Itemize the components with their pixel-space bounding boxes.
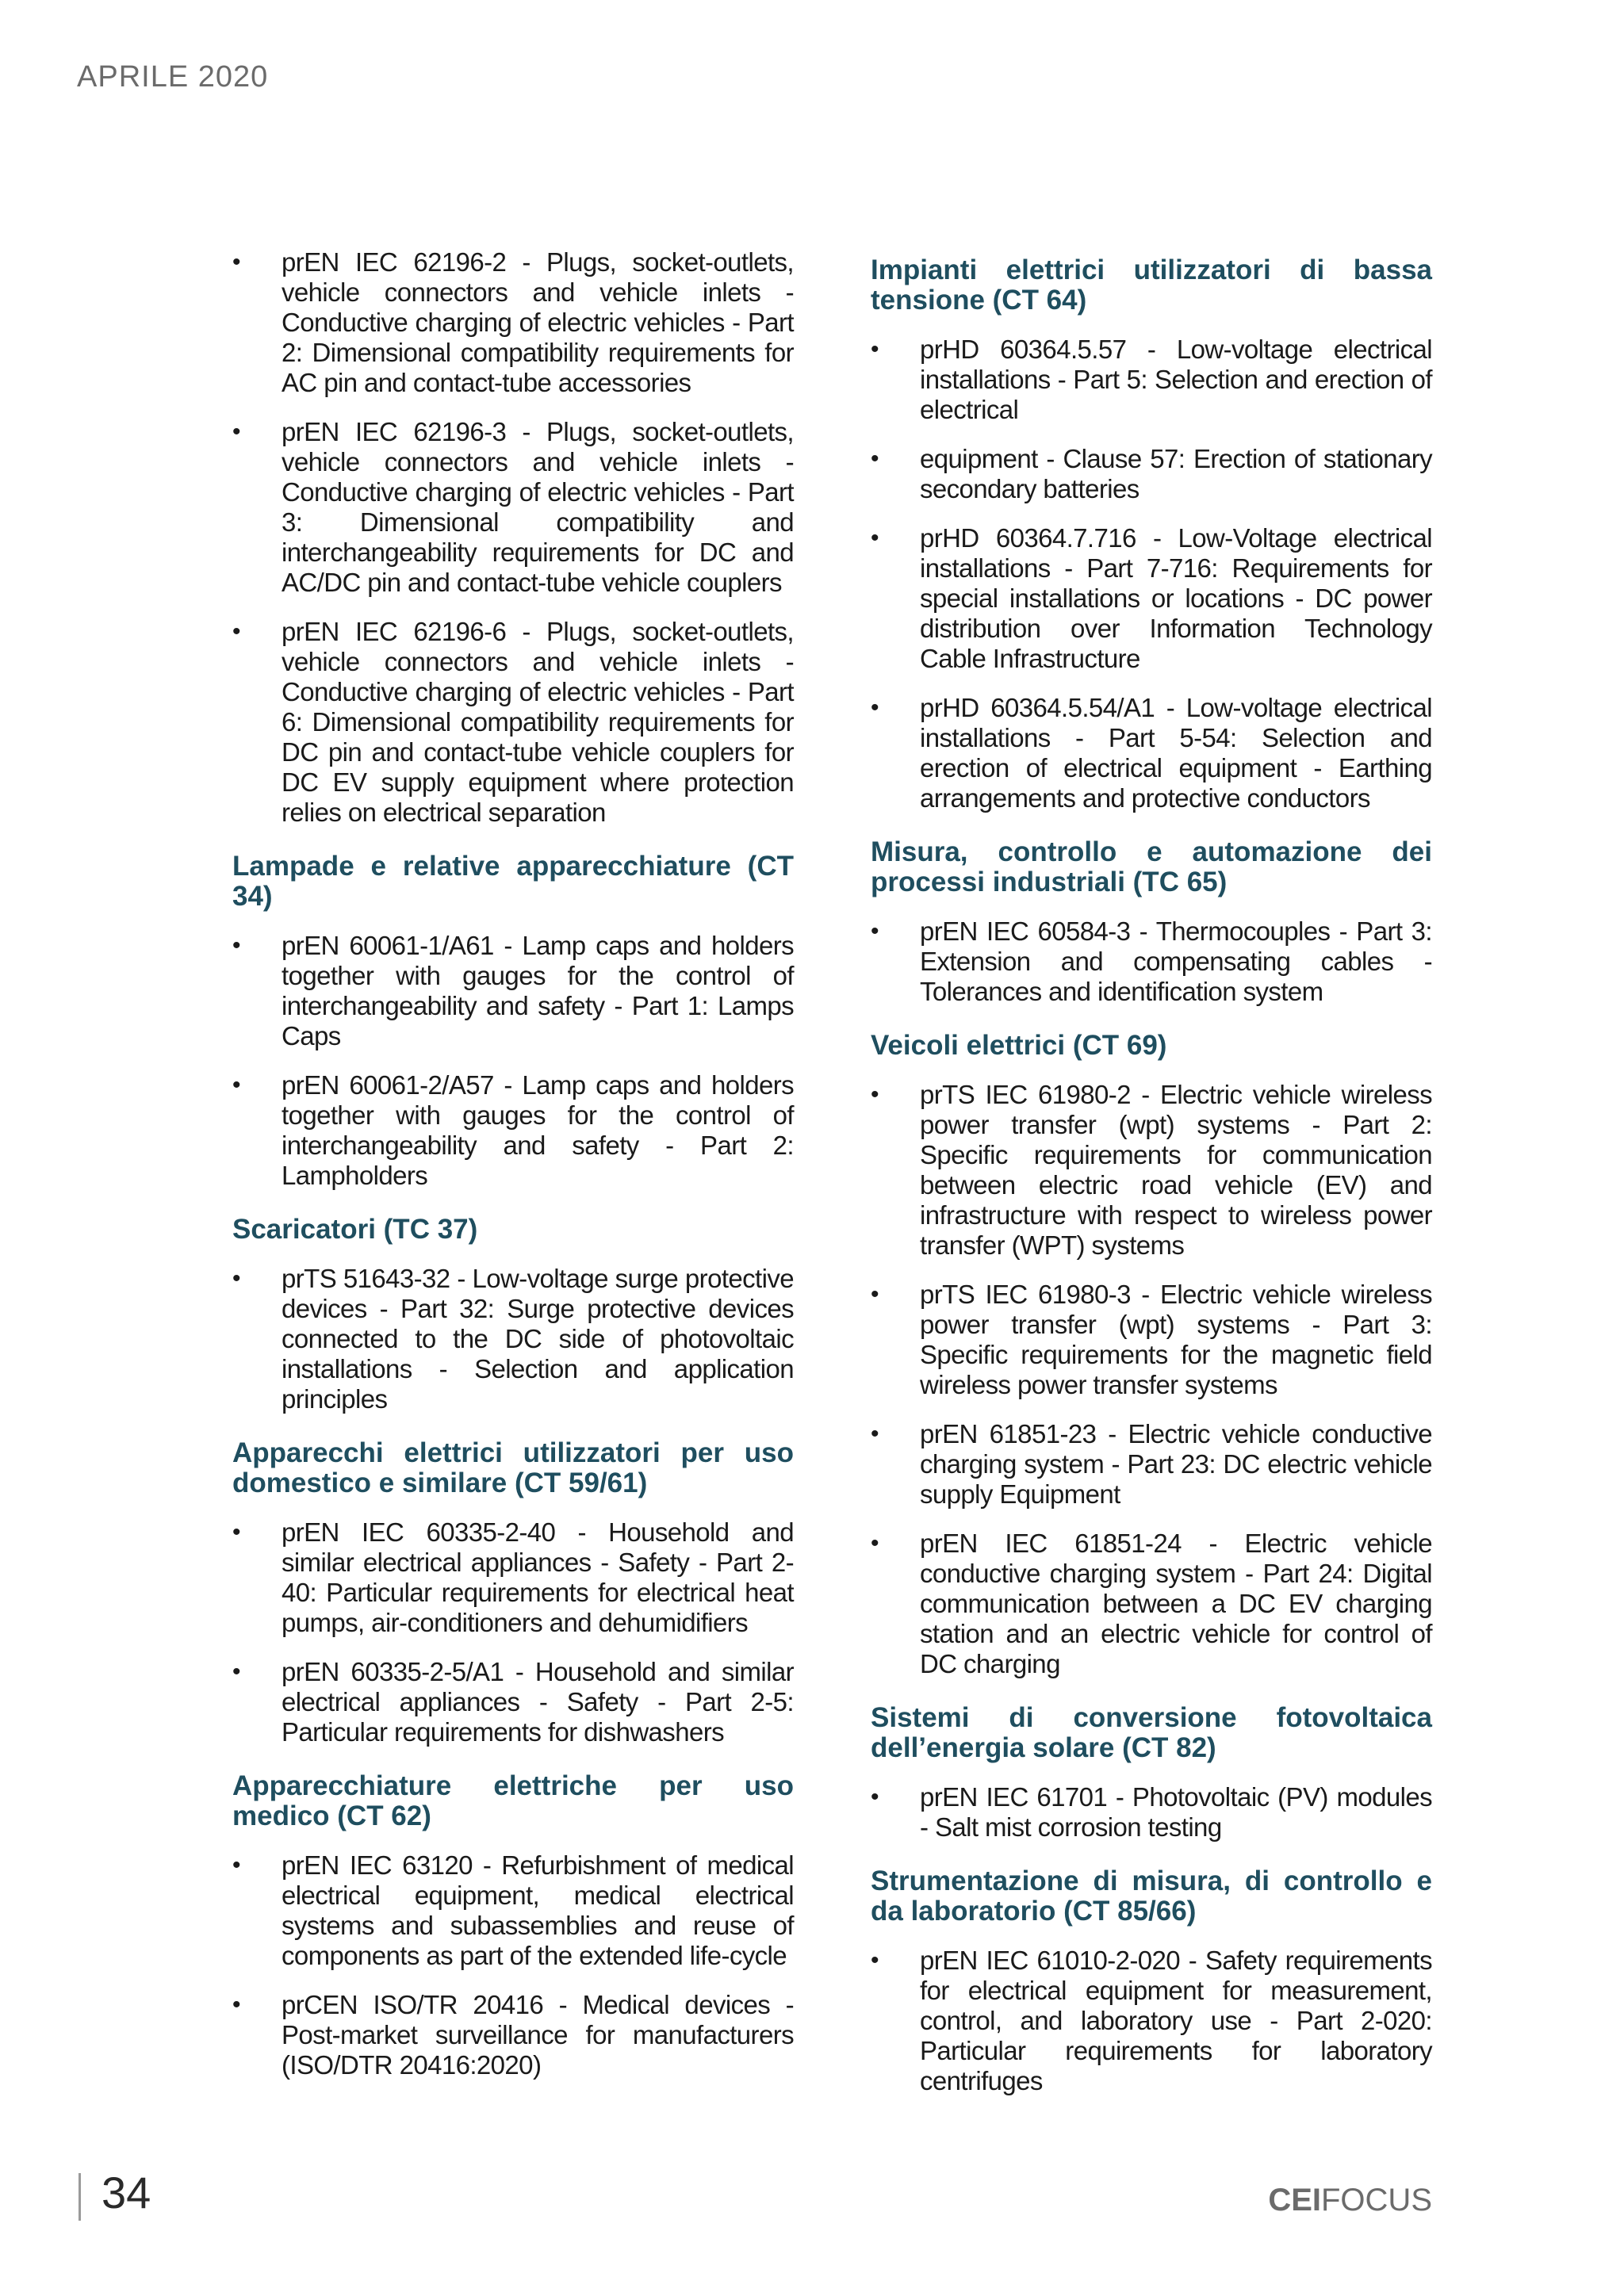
section-title: Scaricatori (TC 37) [232, 1214, 478, 1245]
list-item: • prEN IEC 60584-3 - Thermocouples - Part 3: Extension and compensating cables - Tolerances and identification system [871, 916, 1432, 1006]
list-item: • prEN IEC 63120 - Refurbishment of medical electrical equipment, medical electrical systems and subassemblies and reuse of components as part of the extended life-cycle [232, 1850, 794, 1970]
bullet-icon: • [871, 695, 879, 721]
bullet-icon: • [871, 1530, 879, 1556]
standards-list [871, 335, 1432, 813]
standards-list [232, 1850, 794, 2080]
right-column [871, 255, 1432, 2120]
bullet-icon: • [232, 419, 240, 445]
bullet-icon: • [871, 918, 879, 944]
bullet-icon: • [871, 446, 879, 472]
bullet-icon: • [232, 1852, 240, 1878]
bullet-icon: • [232, 1659, 240, 1685]
list-item: • prTS 51643-32 - Low-voltage surge protective devices - Part 32: Surge protective devices connected to the DC side of photovoltaic installations - Selection and application principles [232, 1264, 794, 1414]
standards-list [871, 1080, 1432, 1679]
page-number: 34 [102, 2168, 151, 2218]
brand-logo [1268, 2183, 1432, 2218]
bullet-icon: • [232, 249, 240, 275]
bullet-icon: • [232, 1992, 240, 2018]
list-item: • prTS IEC 61980-3 - Electric vehicle wireless power transfer (wpt) systems - Part 3: Specific requirements for the magnetic field wireless power transfer systems [871, 1280, 1432, 1399]
brand-rest: FOCUS [1321, 2183, 1432, 2218]
list-item: • prHD 60364.7.716 - Low-Voltage electrical installations - Part 7-716: Requirements for special installations or locations - DC power distribution over Information Technology Cable Infrastructure [871, 523, 1432, 673]
list-item: • prTS IEC 61980-2 - Electric vehicle wireless power transfer (wpt) systems - Part 2: Specific requirements for communication between electric road vehicle (EV) and infrastructure with respect to wireless power transfer (WPT) systems [871, 1080, 1432, 1260]
bullet-icon: • [232, 932, 240, 959]
standards-list [871, 1946, 1432, 2096]
standards-list [871, 916, 1432, 1007]
section-title: Apparecchi elettrici utilizzatori per uso domestico e similare (CT 59/61) [232, 1437, 794, 1498]
standards-list [232, 931, 794, 1191]
standards-list [871, 1782, 1432, 1843]
standards-list [232, 1517, 794, 1747]
list-item: • prEN IEC 61010-2-020 - Safety requirements for electrical equipment for measurement, control, and laboratory use - Part 2-020: Particular requirements for laboratory centrifuges [871, 1946, 1432, 2095]
section-title: Sistemi di conversione fotovoltaica dell’energia solare (CT 82) [871, 1702, 1432, 1763]
section-title: Misura, controllo e automazione dei processi industriali (TC 65) [871, 836, 1432, 897]
brand-bold: CEI [1268, 2183, 1321, 2218]
list-item: • prEN IEC 62196-2 - Plugs, socket-outlets, vehicle connectors and vehicle inlets - Conductive charging of electric vehicles - Part 2: Dimensional compatibility requirements for AC pin and contact-tube accessories [232, 247, 794, 397]
bullet-icon: • [232, 1519, 240, 1545]
list-item: • prEN IEC 61851-24 - Electric vehicle conductive charging system - Part 24: Digital communication between a DC EV charging station and an electric vehicle for control of DC charging [871, 1529, 1432, 1678]
bullet-icon: • [871, 1947, 879, 1973]
bullet-icon: • [871, 1421, 879, 1447]
section-title: Strumentazione di misura, di controllo e da laboratorio (CT 85/66) [871, 1866, 1432, 1927]
section-title: Impianti elettrici utilizzatori di bassa tensione (CT 64) [871, 254, 1432, 316]
list-item: • prEN 61851-23 - Electric vehicle conductive charging system - Part 23: DC electric vehicle supply Equipment [871, 1419, 1432, 1509]
standards-list [232, 247, 794, 828]
bullet-icon: • [871, 336, 879, 362]
list-item: • equipment - Clause 57: Erection of stationary secondary batteries [871, 444, 1432, 503]
section-title: Lampade e relative apparecchiature (CT 34) [232, 851, 794, 912]
standards-list [232, 1264, 794, 1414]
list-item: • prEN 60061-2/A57 - Lamp caps and holders together with gauges for the control of interchangeability and safety - Part 2: Lampholders [232, 1070, 794, 1190]
bullet-icon: • [871, 1784, 879, 1810]
list-item: • prEN IEC 62196-6 - Plugs, socket-outlets, vehicle connectors and vehicle inlets - Conductive charging of electric vehicles - Part 6: Dimensional compatibility requirements for DC pin and contact-tube vehicle couplers for DC EV supply equipment where protection relies on electrical separation [232, 617, 794, 827]
list-item: • prEN IEC 60335-2-40 - Household and similar electrical appliances - Safety - Part 2-40: Particular requirements for electrical heat pumps, air-conditioners and dehumidifiers [232, 1517, 794, 1637]
bullet-icon: • [232, 1072, 240, 1098]
bullet-icon: • [871, 1081, 879, 1108]
list-item: • prCEN ISO/TR 20416 - Medical devices - Post-market surveillance for manufacturers (ISO/DTR 20416:2020) [232, 1990, 794, 2080]
list-item: • prEN 60061-1/A61 - Lamp caps and holders together with gauges for the control of interchangeability and safety - Part 1: Lamps Caps [232, 931, 794, 1050]
section-title: Veicoli elettrici (CT 69) [871, 1030, 1167, 1061]
list-item: • prEN 60335-2-5/A1 - Household and similar electrical appliances - Safety - Part 2-5: Particular requirements for dishwashers [232, 1657, 794, 1747]
list-item: • prHD 60364.5.54/A1 - Low-voltage electrical installations - Part 5-54: Selection and erection of electrical equipment - Earthing arrangements and protective conductors [871, 693, 1432, 813]
left-column [232, 247, 794, 2104]
bullet-icon: • [871, 1281, 879, 1307]
section-title: Apparecchiature elettriche per uso medico (CT 62) [232, 1770, 794, 1831]
list-item: • prEN IEC 61701 - Photovoltaic (PV) modules - Salt mist corrosion testing [871, 1782, 1432, 1842]
header-date: APRILE 2020 [77, 60, 269, 94]
list-item: • prHD 60364.5.57 - Low-voltage electrical installations - Part 5: Selection and erection of electrical [871, 335, 1432, 424]
bullet-icon: • [232, 618, 240, 645]
bullet-icon: • [232, 1265, 240, 1292]
footer-divider [79, 2173, 81, 2221]
list-item: • prEN IEC 62196-3 - Plugs, socket-outlets, vehicle connectors and vehicle inlets - Conductive charging of electric vehicles - Part 3: Dimensional compatibility and interchangeability requirements for DC and AC/DC pin and contact-tube vehicle couplers [232, 417, 794, 597]
bullet-icon: • [871, 525, 879, 551]
